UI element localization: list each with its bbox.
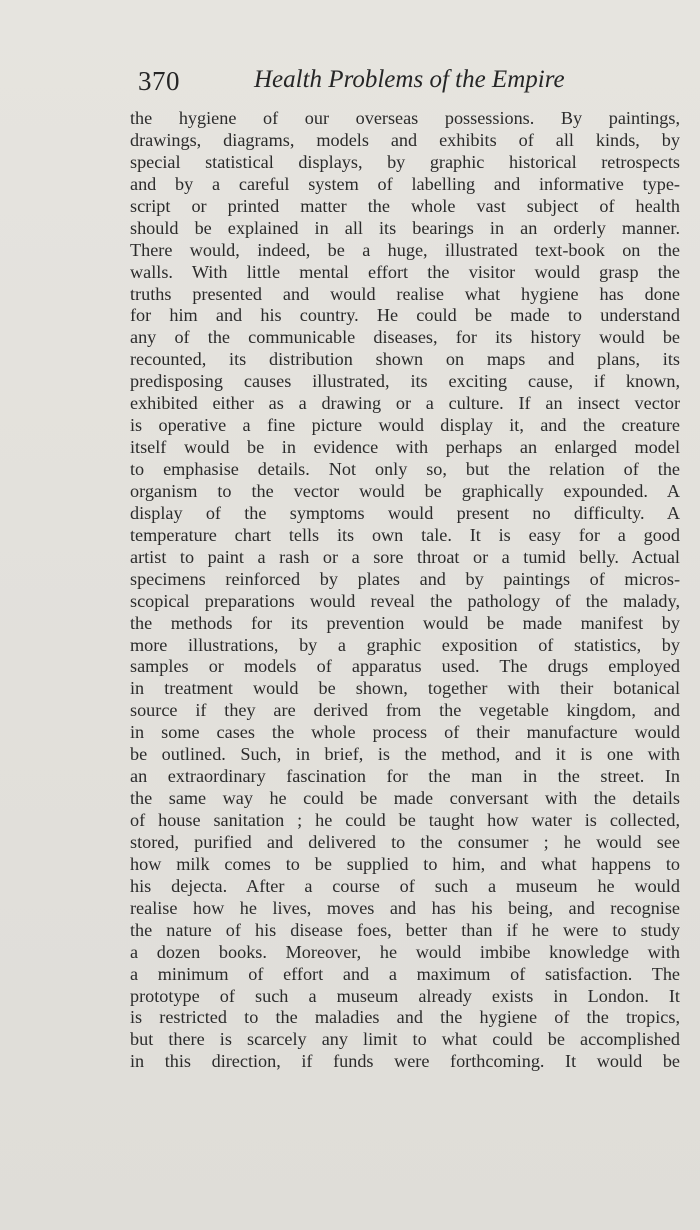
text-line: the same way he could be made conversant with the details bbox=[130, 788, 680, 809]
text-line: specimens reinforced by plates and by paintings of micros- bbox=[130, 568, 680, 589]
text-line: special statistical displays, by graphic historical retrospects bbox=[130, 151, 680, 172]
body-text bbox=[130, 108, 680, 1073]
text-line: stored, purified and delivered to the consumer ; he would see bbox=[130, 831, 680, 852]
text-line: in this direction, if funds were forthcoming. It would be bbox=[130, 1051, 680, 1072]
text-line: truths presented and would realise what hygiene has done bbox=[130, 283, 680, 304]
text-line: exhibited either as a drawing or a culture. If an insect vector bbox=[130, 393, 680, 414]
text-line: the hygiene of our overseas possessions. By paintings, bbox=[130, 108, 680, 128]
text-line: artist to paint a rash or a sore throat or a tumid belly. Actual bbox=[130, 546, 680, 567]
text-line: script or printed matter the whole vast subject of health bbox=[130, 195, 680, 216]
running-title: Health Problems of the Empire bbox=[254, 66, 565, 93]
text-line: is operative a fine picture would display it, and the creature bbox=[130, 415, 680, 436]
text-line: samples or models of apparatus used. The drugs employed bbox=[130, 656, 680, 677]
text-line: in some cases the whole process of their manufacture would bbox=[130, 722, 680, 743]
text-line: realise how he lives, moves and has his being, and recognise bbox=[130, 897, 680, 918]
text-line: display of the symptoms would present no difficulty. A bbox=[130, 502, 680, 523]
text-line: his dejecta. After a course of such a museum he would bbox=[130, 875, 680, 896]
text-line: a minimum of effort and a maximum of satisfaction. The bbox=[130, 963, 680, 984]
text-line: more illustrations, by a graphic exposition of statistics, by bbox=[130, 634, 680, 655]
text-line: the nature of his disease foes, better than if he were to study bbox=[130, 919, 680, 940]
text-line: but there is scarcely any limit to what could be accomplished bbox=[130, 1029, 680, 1050]
text-line: source if they are derived from the vegetable kingdom, and bbox=[130, 700, 680, 721]
text-line: recounted, its distribution shown on maps and plans, its bbox=[130, 349, 680, 370]
page-header bbox=[138, 66, 683, 106]
text-line: in treatment would be shown, together with their botanical bbox=[130, 678, 680, 699]
text-line: be outlined. Such, in brief, is the method, and it is one with bbox=[130, 744, 680, 765]
text-line: and by a careful system of labelling and informative type- bbox=[130, 173, 680, 194]
text-line: the methods for its prevention would be made manifest by bbox=[130, 612, 680, 633]
text-line: There would, indeed, be a huge, illustrated text-book on the bbox=[130, 239, 680, 260]
text-line: scopical preparations would reveal the pathology of the malady, bbox=[130, 590, 680, 611]
text-line: itself would be in evidence with perhaps an enlarged model bbox=[130, 437, 680, 458]
text-line: any of the communicable diseases, for its history would be bbox=[130, 327, 680, 348]
text-line: should be explained in all its bearings in an orderly manner. bbox=[130, 217, 680, 238]
text-line: predisposing causes illustrated, its exciting cause, if known, bbox=[130, 371, 680, 392]
text-line: how milk comes to be supplied to him, and what happens to bbox=[130, 853, 680, 874]
text-line: prototype of such a museum already exists in London. It bbox=[130, 985, 680, 1006]
page-number: 370 bbox=[138, 66, 180, 96]
text-line: is restricted to the maladies and the hygiene of the tropics, bbox=[130, 1007, 680, 1028]
text-line: of house sanitation ; he could be taught how water is collected, bbox=[130, 810, 680, 830]
text-line: drawings, diagrams, models and exhibits of all kinds, by bbox=[130, 129, 680, 150]
text-line: temperature chart tells its own tale. It is easy for a good bbox=[130, 524, 680, 545]
text-line: to emphasise details. Not only so, but the relation of the bbox=[130, 459, 680, 479]
text-line: an extraordinary fascination for the man in the street. In bbox=[130, 766, 680, 787]
text-line: walls. With little mental effort the visitor would grasp the bbox=[130, 261, 680, 282]
text-line: a dozen books. Moreover, he would imbibe knowledge with bbox=[130, 941, 680, 962]
text-line: for him and his country. He could be made to understand bbox=[130, 305, 680, 326]
text-line: organism to the vector would be graphically expounded. A bbox=[130, 480, 680, 501]
